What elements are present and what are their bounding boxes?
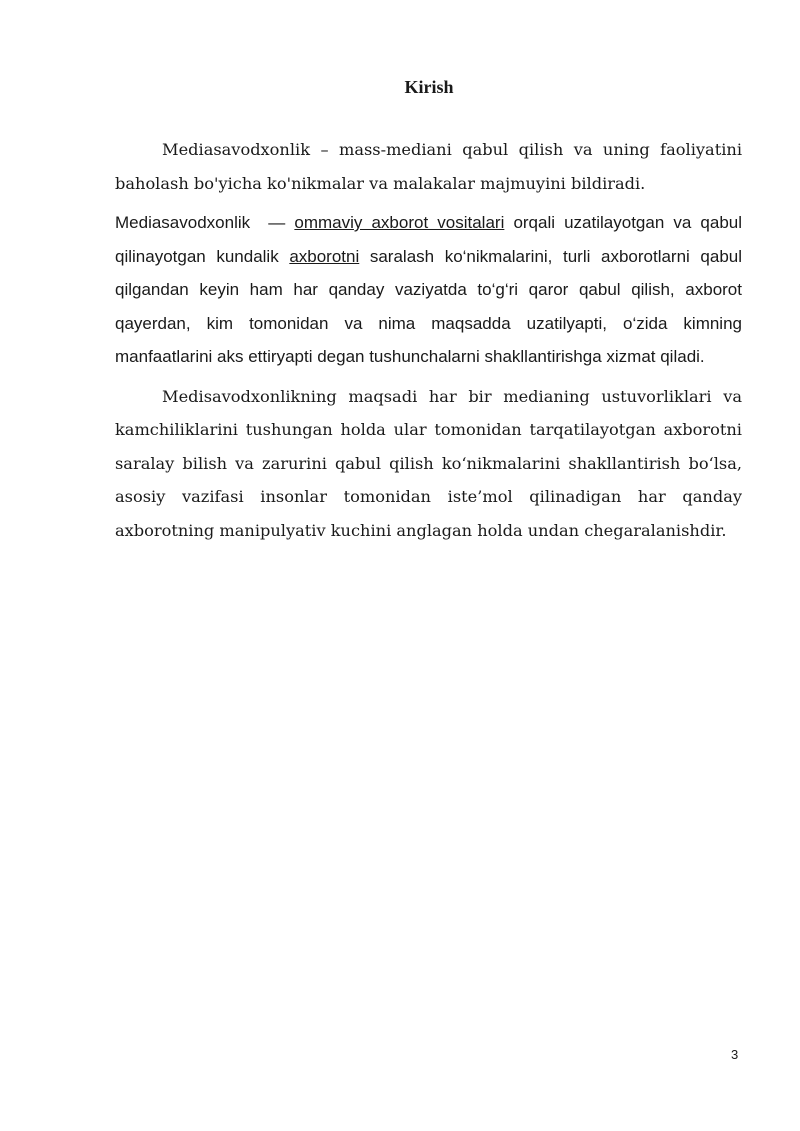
page-title: Kirish [404,77,454,97]
paragraph-text: Mediasavodxonlik — [115,213,295,232]
paragraph-goal: Medisavodxonlikning maqsadi har bir medianing ustuvorliklari va kamchiliklarini tushungan holda ular tomonidan tarqatilayotgan axborotni saralay bilish va zarurini qabul qilish ko‘nikmalarini shakllantirish bo‘lsa, asosiy vazifasi insonlar tomonidan iste’mol qilinadigan har qanday axborotning manipulyativ kuchini anglagan holda undan chegaralanishdir. [115,386,742,540]
link-information[interactable]: axborotni [289,246,360,266]
document-body [115,133,742,553]
paragraph-text: orqali uzatilayotgan va qabul qilinayotgan kundalik [115,213,742,266]
link-mass-media[interactable]: ommaviy axborot vositalari [294,213,505,232]
page-number: 3 [731,1047,739,1062]
paragraph-text: saralash ko‘nikmalarini, turli axborotlarni qabul qilgandan keyin ham har qanday vaziyatda to‘g‘ri qaror qabul qilish, axborot qayerdan, kim tomonidan va nima maqsadda uzatilyapti, o‘zida kimning manfaatlarini aks ettiryapti degan tushunchalarni shakllantirishga xizmat qiladi. [115,246,743,366]
paragraph-definition: Mediasavodxonlik – mass-mediani qabul qilish va uning faoliyatini baholash bo'yicha ko'nikmalar va malakalar majmuyini bildiradi. [115,140,742,193]
paragraph-media-literacy [115,206,742,374]
